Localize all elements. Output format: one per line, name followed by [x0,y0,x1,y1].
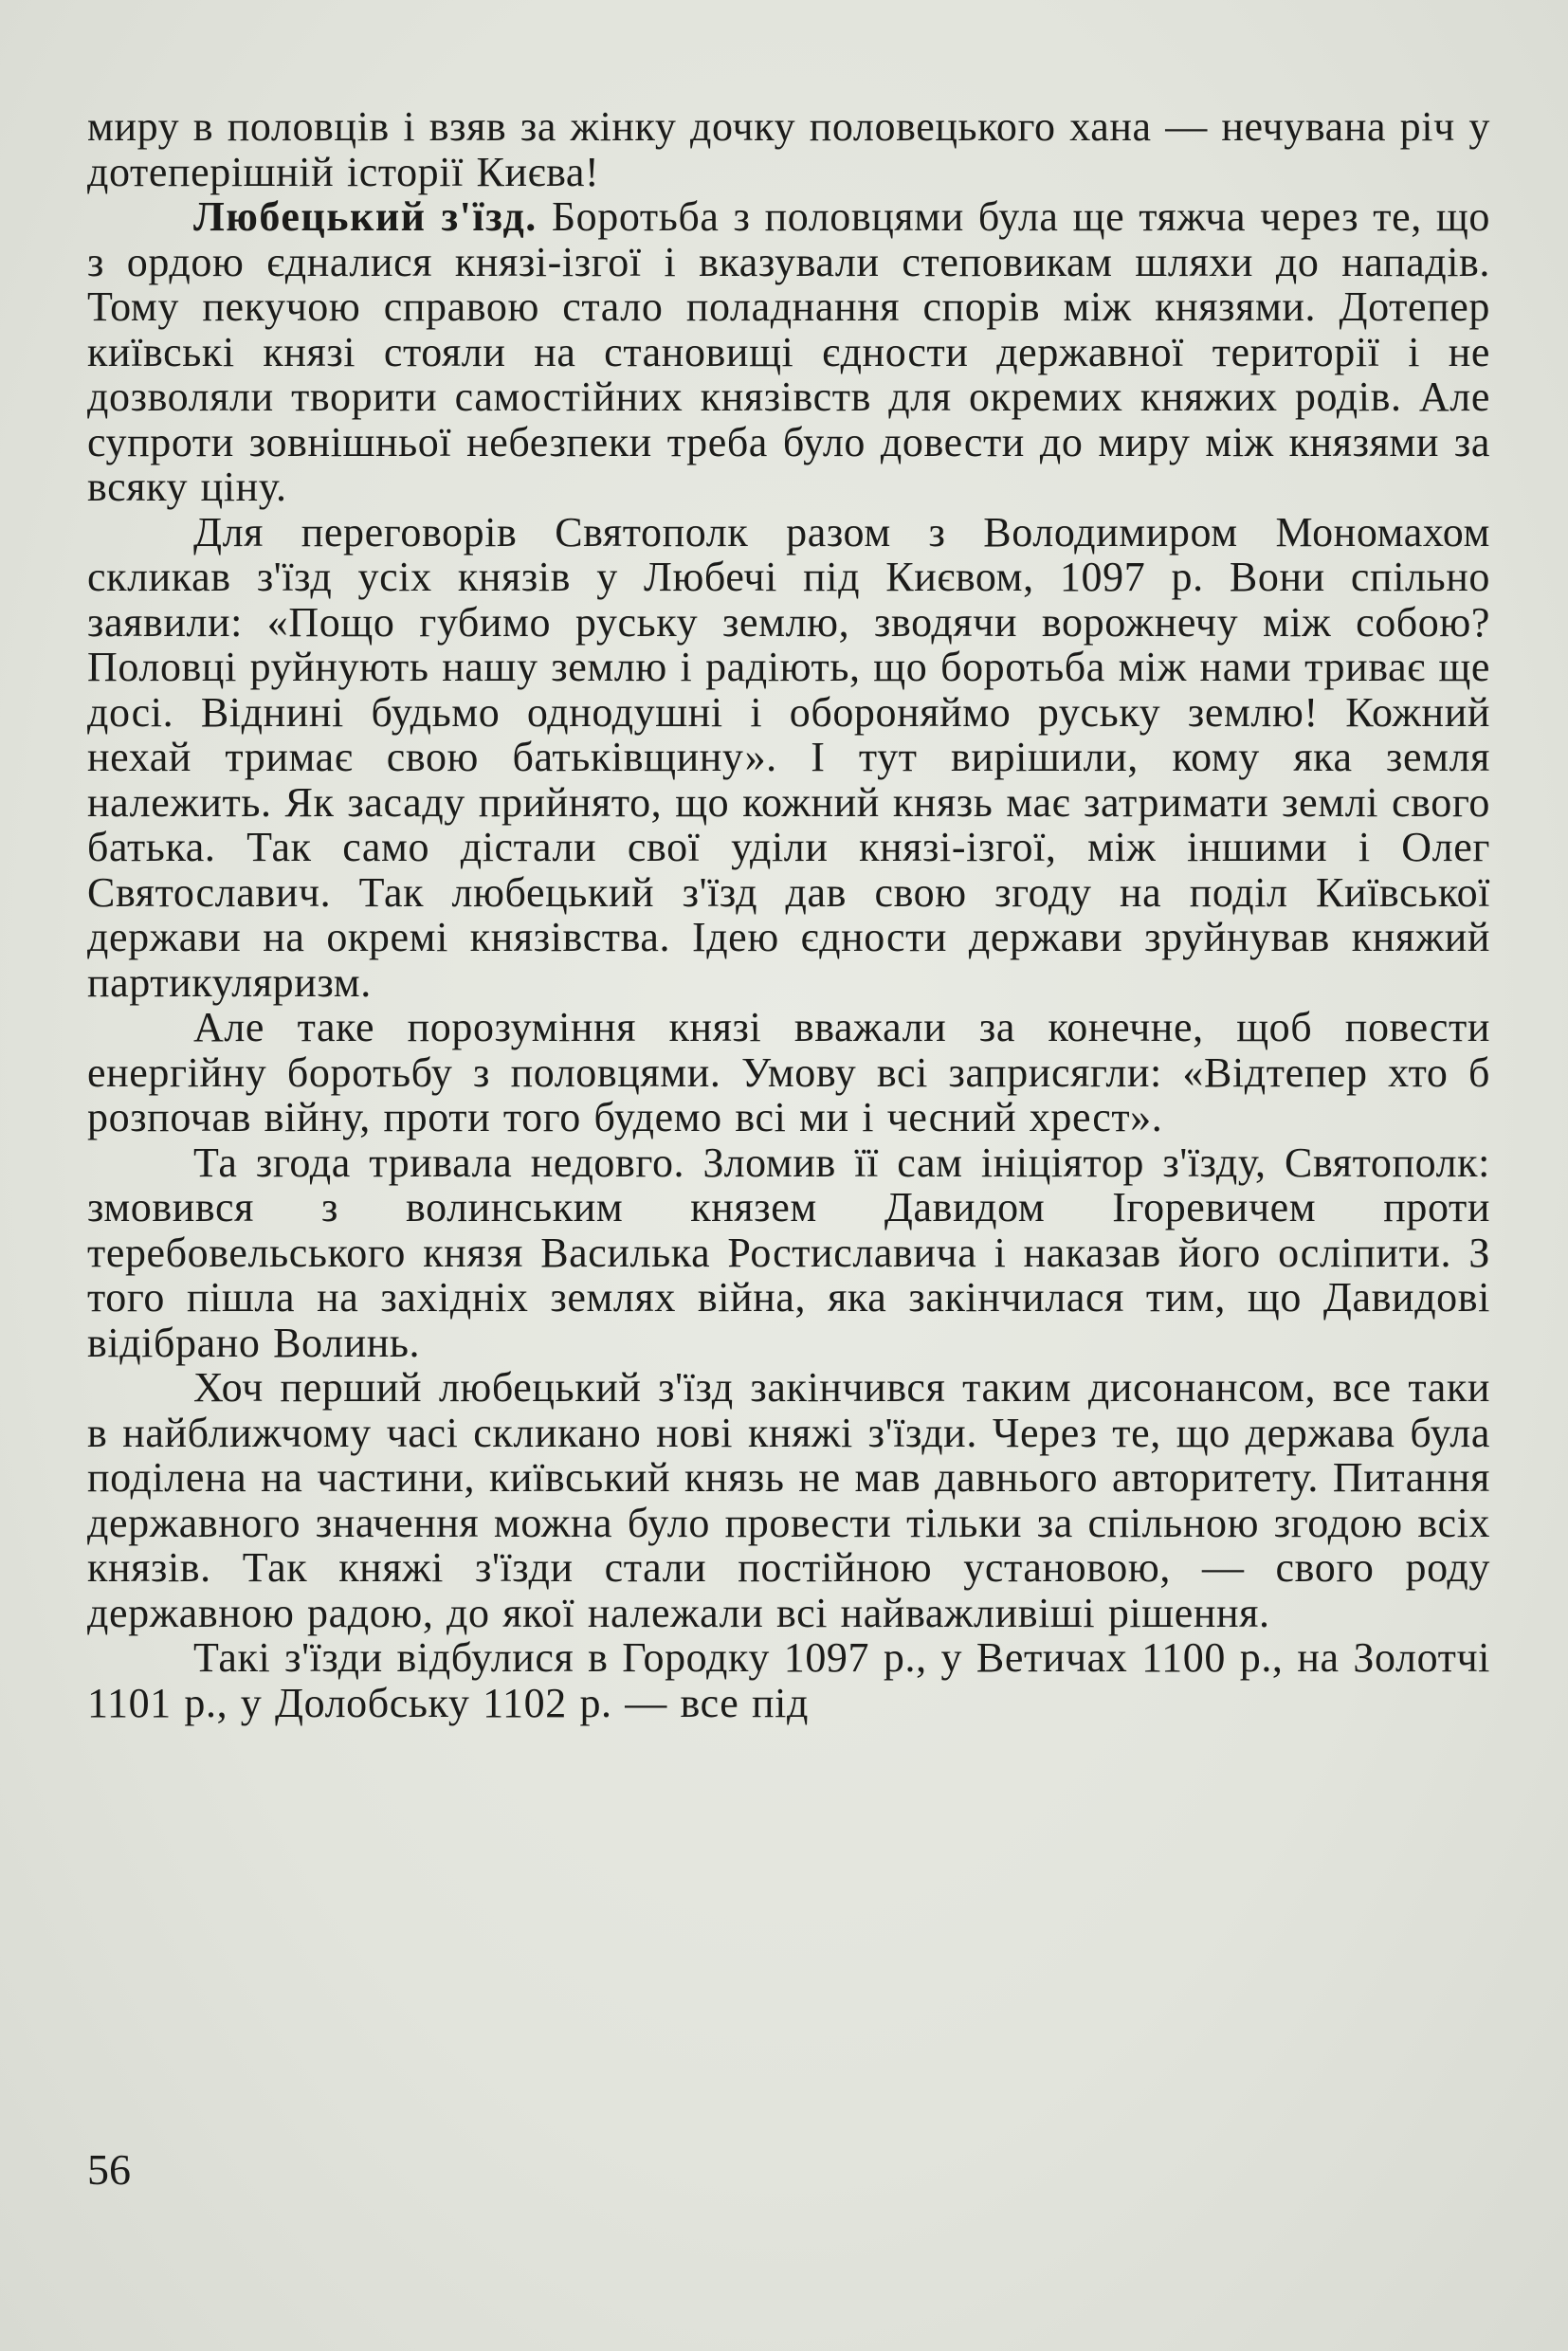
section-paragraph [87,194,1490,510]
paragraph-oath: Але таке порозуміння князі вважали за конечне, щоб повести енергійну боротьбу з половцями. Умову всі заприсягли: «Відтепер хто б розпочав війну, проти того будемо всі ми і чесний хрест». [87,1004,1490,1140]
page-number: 56 [87,2145,131,2194]
section-first-paragraph: Боротьба з половцями була ще тяжча через те, що з ордою єдналися князі-ізгої і вказували степовикам шляхи до нападів. Тому пекучою справою стало поладнання спорів між князями. Дотепер київські князі стояли на становищі єдности державної території і не дозволяли творити самостійних князівств для окремих княжих родів. Але супроти зовнішньої небезпеки треба було довести до миру між князями за всяку ціну. [87,193,1490,510]
opening-paragraph: миру в половців і взяв за жінку дочку половецького хана — нечувана річ у дотеперішній історії Києва! [87,103,1490,195]
paragraph-councils: Хоч перший любецький з'їзд закінчився таким дисонансом, все таки в найближчому часі скликано нові княжі з'їзди. Через те, що держава була поділена на частини, київський князь не мав давнього авторитету. Питання державного значення можна було провести тільки за спільною згодою всіх князів. Так княжі з'їзди стали постійною установою, — свого роду державною радою, до якої належали всі найважливіші рішення. [87,1364,1490,1636]
paragraph-broken-agreement: Та згода тривала недовго. Зломив її сам ініціятор з'їзду, Святополк: змовився з волинським князем Давидом Ігоревичем проти теребовельського князя Василька Ростиславича і наказав його осліпити. З того пішла на західніх землях війна, яка закінчилася тим, що Давидові відібрано Волинь. [87,1139,1490,1366]
paragraph-council-list: Такі з'їзди відбулися в Городку 1097 р., у Ветичах 1100 р., на Золотчі 1101 р., у Долобську 1102 р. — все під [87,1634,1490,1726]
page-body-text [87,104,1490,1725]
paragraph-negotiations: Для переговорів Святополк разом з Володимиром Мономахом скликав з'їзд усіх князів у Любечі під Києвом, 1097 р. Вони спільно заявили: «Пощо губимо руську землю, зводячи ворожнечу між собою? Половці руйнують нашу землю і радіють, що боротьба між нами триває ще досі. Віднині будьмо однодушні і обороняймо руську землю! Кожний нехай тримає свою батьківщину». І тут вирішили, кому яка земля належить. Як засаду прийнято, що кожний князь має затримати землі свого батька. Так само дістали свої уділи князі-ізгої, між іншими і Олег Святославич. Так любецький з'їзд дав свою згоду на поділ Київської держави на окремі князівства. Ідею єдности держави зруйнував княжий партикуляризм. [87,508,1490,1006]
section-heading: Любецький з'їзд. [193,193,538,240]
